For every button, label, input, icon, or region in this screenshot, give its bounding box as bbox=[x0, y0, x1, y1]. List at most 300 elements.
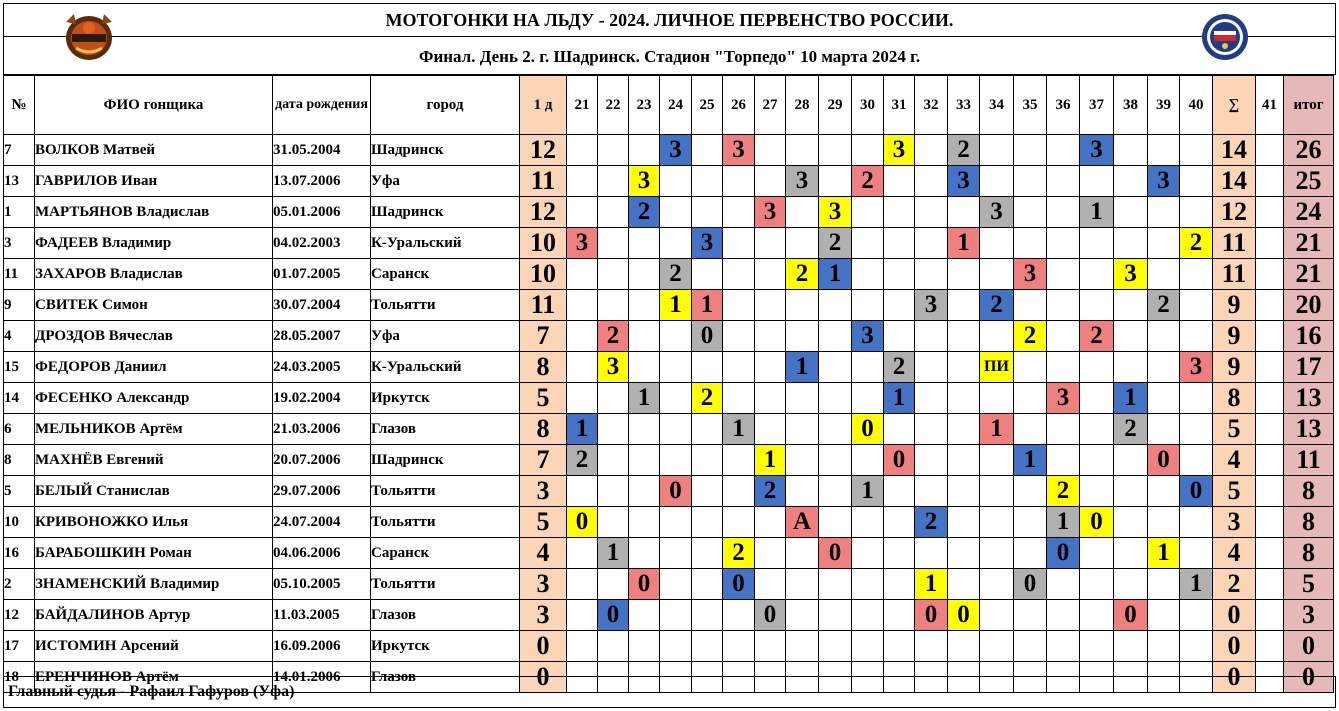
heat-result bbox=[629, 507, 660, 538]
rider-number: 18 bbox=[4, 662, 35, 693]
heat-result: 3 bbox=[692, 228, 723, 259]
heat-result bbox=[567, 290, 598, 321]
heat-result bbox=[755, 290, 786, 321]
rider-birthdate: 14.01.2006 bbox=[273, 662, 371, 693]
heat-result: 2 bbox=[755, 476, 786, 507]
rider-name: ФЕСЕНКО Александр bbox=[35, 383, 273, 414]
extra-heat bbox=[1256, 507, 1284, 538]
heat-result bbox=[980, 600, 1014, 631]
heat-result bbox=[1114, 538, 1148, 569]
heat-result: 3 bbox=[1180, 352, 1213, 383]
day1-points: 5 bbox=[520, 507, 567, 538]
heat-result bbox=[1080, 228, 1114, 259]
rider-birthdate: 05.10.2005 bbox=[273, 569, 371, 600]
heat-result bbox=[1014, 631, 1047, 662]
heat-result: 2 bbox=[819, 228, 852, 259]
heat-result bbox=[884, 507, 915, 538]
total-points: 24 bbox=[1284, 197, 1334, 228]
day1-points: 3 bbox=[520, 476, 567, 507]
col-header-heat: 38 bbox=[1114, 76, 1148, 135]
heat-result bbox=[1014, 538, 1047, 569]
heat-result bbox=[723, 383, 755, 414]
rider-name: СВИТЕК Симон bbox=[35, 290, 273, 321]
rider-name: МЕЛЬНИКОВ Артём bbox=[35, 414, 273, 445]
heat-result bbox=[852, 600, 884, 631]
day1-points: 5 bbox=[520, 383, 567, 414]
heat-result bbox=[1180, 290, 1213, 321]
day2-sum: 2 bbox=[1213, 569, 1256, 600]
heat-result: 3 bbox=[980, 197, 1014, 228]
heat-result bbox=[660, 631, 692, 662]
heat-result: 1 bbox=[755, 445, 786, 476]
rider-city: Тольятти bbox=[371, 290, 520, 321]
extra-heat bbox=[1256, 476, 1284, 507]
heat-result bbox=[723, 445, 755, 476]
heat-result bbox=[598, 631, 629, 662]
heat-result bbox=[915, 383, 948, 414]
heat-result bbox=[723, 631, 755, 662]
heat-result bbox=[1014, 507, 1047, 538]
heat-result bbox=[1047, 197, 1080, 228]
heat-result bbox=[786, 569, 819, 600]
heat-result bbox=[1014, 166, 1047, 197]
rider-birthdate: 04.02.2003 bbox=[273, 228, 371, 259]
heat-result bbox=[1148, 259, 1180, 290]
total-points: 8 bbox=[1284, 476, 1334, 507]
heat-result: ПИ bbox=[980, 352, 1014, 383]
extra-heat bbox=[1256, 290, 1284, 321]
col-header-city: город bbox=[371, 76, 520, 135]
heat-result bbox=[980, 166, 1014, 197]
total-points: 11 bbox=[1284, 445, 1334, 476]
heat-result: 0 bbox=[1014, 569, 1047, 600]
heat-result bbox=[1148, 600, 1180, 631]
heat-result bbox=[567, 259, 598, 290]
col-header-heat: 23 bbox=[629, 76, 660, 135]
heat-result bbox=[1114, 321, 1148, 352]
heat-result: 2 bbox=[884, 352, 915, 383]
heat-result bbox=[786, 631, 819, 662]
extra-heat bbox=[1256, 259, 1284, 290]
day1-points: 4 bbox=[520, 538, 567, 569]
heat-result: 3 bbox=[629, 166, 660, 197]
heat-result bbox=[660, 538, 692, 569]
heat-result: 1 bbox=[786, 352, 819, 383]
heat-result: 1 bbox=[629, 383, 660, 414]
col-header-heat: 29 bbox=[819, 76, 852, 135]
col-header-heat: 28 bbox=[786, 76, 819, 135]
table-row bbox=[4, 507, 1334, 538]
day1-points: 11 bbox=[520, 166, 567, 197]
day2-sum: 0 bbox=[1213, 662, 1256, 693]
heat-result: 1 bbox=[660, 290, 692, 321]
heat-result bbox=[598, 290, 629, 321]
heat-result bbox=[660, 507, 692, 538]
heat-result bbox=[948, 538, 980, 569]
chief-judge-note: Главный судья - Рафаил Гафуров (Уфа) bbox=[3, 676, 1336, 708]
heat-result bbox=[1148, 321, 1180, 352]
heat-result bbox=[755, 228, 786, 259]
heat-result: 1 bbox=[1114, 383, 1148, 414]
heat-result: 0 bbox=[915, 600, 948, 631]
rider-birthdate: 20.07.2006 bbox=[273, 445, 371, 476]
heat-result bbox=[1080, 414, 1114, 445]
heat-result bbox=[852, 507, 884, 538]
rider-city: К-Уральский bbox=[371, 228, 520, 259]
heat-result bbox=[755, 352, 786, 383]
day1-points: 3 bbox=[520, 569, 567, 600]
heat-result: 0 bbox=[1180, 476, 1213, 507]
extra-heat bbox=[1256, 135, 1284, 166]
heat-result bbox=[567, 135, 598, 166]
heat-result: 0 bbox=[852, 414, 884, 445]
heat-result bbox=[948, 445, 980, 476]
table-row bbox=[4, 259, 1334, 290]
heat-result bbox=[884, 290, 915, 321]
heat-result bbox=[819, 507, 852, 538]
total-points: 0 bbox=[1284, 662, 1334, 693]
heat-result bbox=[629, 259, 660, 290]
heat-result bbox=[1080, 476, 1114, 507]
rider-birthdate: 29.07.2006 bbox=[273, 476, 371, 507]
rider-city: К-Уральский bbox=[371, 352, 520, 383]
heat-result bbox=[1014, 290, 1047, 321]
total-points: 3 bbox=[1284, 600, 1334, 631]
rider-city: Глазов bbox=[371, 600, 520, 631]
heat-result bbox=[1014, 476, 1047, 507]
heat-result bbox=[1148, 414, 1180, 445]
heat-result bbox=[852, 290, 884, 321]
day1-points: 12 bbox=[520, 197, 567, 228]
rider-number: 7 bbox=[4, 135, 35, 166]
rider-city: Шадринск bbox=[371, 445, 520, 476]
day2-sum: 0 bbox=[1213, 631, 1256, 662]
heat-result: 2 bbox=[629, 197, 660, 228]
heat-result bbox=[1114, 197, 1148, 228]
heat-result bbox=[1148, 383, 1180, 414]
col-header-heat: 24 bbox=[660, 76, 692, 135]
extra-heat bbox=[1256, 383, 1284, 414]
rider-number: 12 bbox=[4, 600, 35, 631]
day2-sum: 5 bbox=[1213, 414, 1256, 445]
heat-result: 3 bbox=[948, 166, 980, 197]
racing-club-logo bbox=[60, 10, 118, 62]
heat-result bbox=[567, 197, 598, 228]
day1-points: 12 bbox=[520, 135, 567, 166]
total-points: 13 bbox=[1284, 414, 1334, 445]
rider-name: БАРАБОШКИН Роман bbox=[35, 538, 273, 569]
heat-result bbox=[1148, 507, 1180, 538]
table-row bbox=[4, 476, 1334, 507]
rider-number: 14 bbox=[4, 383, 35, 414]
total-points: 0 bbox=[1284, 631, 1334, 662]
heat-result bbox=[1014, 414, 1047, 445]
heat-result: 2 bbox=[567, 445, 598, 476]
heat-result bbox=[786, 600, 819, 631]
heat-result: 3 bbox=[1014, 259, 1047, 290]
day1-points: 7 bbox=[520, 321, 567, 352]
rider-city: Тольятти bbox=[371, 569, 520, 600]
heat-result bbox=[915, 538, 948, 569]
heat-result bbox=[692, 445, 723, 476]
heat-result bbox=[629, 228, 660, 259]
heat-result bbox=[980, 228, 1014, 259]
heat-result bbox=[884, 414, 915, 445]
total-points: 5 bbox=[1284, 569, 1334, 600]
heat-result: 0 bbox=[755, 600, 786, 631]
heat-result: 0 bbox=[660, 476, 692, 507]
heat-result bbox=[598, 569, 629, 600]
heat-result: 3 bbox=[884, 135, 915, 166]
heat-result bbox=[980, 321, 1014, 352]
heat-result bbox=[660, 383, 692, 414]
heat-result bbox=[1080, 383, 1114, 414]
heat-result bbox=[1014, 197, 1047, 228]
heat-result: 3 bbox=[567, 228, 598, 259]
heat-result bbox=[1080, 259, 1114, 290]
extra-heat bbox=[1256, 538, 1284, 569]
col-header-heat: 27 bbox=[755, 76, 786, 135]
extra-heat bbox=[1256, 445, 1284, 476]
rider-city: Шадринск bbox=[371, 135, 520, 166]
heat-result bbox=[1180, 631, 1213, 662]
heat-result bbox=[1080, 538, 1114, 569]
heat-result bbox=[755, 538, 786, 569]
day2-sum: 4 bbox=[1213, 445, 1256, 476]
rider-number: 4 bbox=[4, 321, 35, 352]
heat-result bbox=[948, 290, 980, 321]
col-header-heat: 36 bbox=[1047, 76, 1080, 135]
heat-result: 0 bbox=[567, 507, 598, 538]
day2-sum: 9 bbox=[1213, 290, 1256, 321]
day2-sum: 0 bbox=[1213, 600, 1256, 631]
heat-result bbox=[948, 321, 980, 352]
day1-points: 10 bbox=[520, 228, 567, 259]
heat-result bbox=[1080, 290, 1114, 321]
heat-result bbox=[1080, 352, 1114, 383]
heat-result bbox=[567, 383, 598, 414]
heat-result bbox=[1047, 600, 1080, 631]
rider-number: 6 bbox=[4, 414, 35, 445]
heat-result bbox=[660, 321, 692, 352]
heat-result bbox=[1180, 600, 1213, 631]
table-row bbox=[4, 352, 1334, 383]
heat-result bbox=[1114, 631, 1148, 662]
col-header-heat: 37 bbox=[1080, 76, 1114, 135]
rider-birthdate: 28.05.2007 bbox=[273, 321, 371, 352]
heat-result: 3 bbox=[1114, 259, 1148, 290]
heat-result bbox=[629, 135, 660, 166]
heat-result: 1 bbox=[884, 383, 915, 414]
page-title: МОТОГОНКИ НА ЛЬДУ - 2024. ЛИЧНОЕ ПЕРВЕНСТВО РОССИИ. bbox=[3, 3, 1336, 37]
heat-result bbox=[819, 414, 852, 445]
heat-result bbox=[948, 631, 980, 662]
heat-result bbox=[980, 135, 1014, 166]
heat-result bbox=[567, 600, 598, 631]
heat-result bbox=[1180, 414, 1213, 445]
heat-result: 0 bbox=[1148, 445, 1180, 476]
heat-result bbox=[819, 445, 852, 476]
heat-result bbox=[629, 476, 660, 507]
mfr-federation-logo bbox=[1201, 13, 1249, 61]
rider-number: 10 bbox=[4, 507, 35, 538]
heat-result bbox=[1047, 352, 1080, 383]
heat-result: 3 bbox=[786, 166, 819, 197]
heat-result bbox=[980, 445, 1014, 476]
table-header-row bbox=[4, 76, 1334, 135]
table-row bbox=[4, 321, 1334, 352]
heat-result: 3 bbox=[598, 352, 629, 383]
heat-result bbox=[786, 445, 819, 476]
heat-result bbox=[692, 414, 723, 445]
heat-result bbox=[819, 569, 852, 600]
heat-result: 2 bbox=[852, 166, 884, 197]
day2-sum: 11 bbox=[1213, 228, 1256, 259]
heat-result: 2 bbox=[1080, 321, 1114, 352]
day2-sum: 11 bbox=[1213, 259, 1256, 290]
heat-result bbox=[980, 507, 1014, 538]
heat-result bbox=[567, 631, 598, 662]
heat-result bbox=[755, 507, 786, 538]
rider-name: ЗНАМЕНСКИЙ Владимир bbox=[35, 569, 273, 600]
heat-result bbox=[884, 600, 915, 631]
col-header-heat: 30 bbox=[852, 76, 884, 135]
heat-result bbox=[1148, 352, 1180, 383]
heat-result bbox=[884, 259, 915, 290]
heat-result bbox=[786, 290, 819, 321]
heat-result: 1 bbox=[852, 476, 884, 507]
heat-result bbox=[819, 166, 852, 197]
total-points: 8 bbox=[1284, 507, 1334, 538]
heat-result bbox=[723, 476, 755, 507]
results-table bbox=[3, 75, 1334, 693]
col-header-sum: ∑ bbox=[1213, 76, 1256, 135]
extra-heat bbox=[1256, 600, 1284, 631]
day2-sum: 9 bbox=[1213, 321, 1256, 352]
heat-result bbox=[692, 569, 723, 600]
page-subtitle: Финал. День 2. г. Шадринск. Стадион "Торпедо" 10 марта 2024 г. bbox=[3, 37, 1336, 75]
heat-result: 1 bbox=[948, 228, 980, 259]
day2-sum: 14 bbox=[1213, 166, 1256, 197]
heat-result: 2 bbox=[915, 507, 948, 538]
heat-result bbox=[1047, 135, 1080, 166]
col-header-extra: 41 bbox=[1256, 76, 1284, 135]
heat-result bbox=[948, 197, 980, 228]
rider-name: МАРТЬЯНОВ Владислав bbox=[35, 197, 273, 228]
heat-result bbox=[1180, 445, 1213, 476]
heat-result bbox=[1114, 445, 1148, 476]
extra-heat bbox=[1256, 166, 1284, 197]
total-points: 21 bbox=[1284, 259, 1334, 290]
heat-result bbox=[852, 228, 884, 259]
rider-birthdate: 19.02.2004 bbox=[273, 383, 371, 414]
heat-result bbox=[786, 383, 819, 414]
heat-result bbox=[852, 383, 884, 414]
heat-result bbox=[755, 383, 786, 414]
heat-result bbox=[723, 352, 755, 383]
heat-result bbox=[755, 321, 786, 352]
heat-result bbox=[915, 135, 948, 166]
heat-result: 0 bbox=[629, 569, 660, 600]
heat-result bbox=[567, 569, 598, 600]
rider-number: 3 bbox=[4, 228, 35, 259]
heat-result: 0 bbox=[948, 600, 980, 631]
total-points: 25 bbox=[1284, 166, 1334, 197]
heat-result: 2 bbox=[786, 259, 819, 290]
heat-result bbox=[786, 476, 819, 507]
heat-result bbox=[980, 569, 1014, 600]
heat-result: 0 bbox=[1047, 538, 1080, 569]
heat-result bbox=[1148, 228, 1180, 259]
heat-result bbox=[1114, 569, 1148, 600]
rider-birthdate: 04.06.2006 bbox=[273, 538, 371, 569]
rider-name: МАХНЁВ Евгений bbox=[35, 445, 273, 476]
heat-result bbox=[1080, 600, 1114, 631]
heat-result bbox=[1114, 228, 1148, 259]
heat-result: 2 bbox=[660, 259, 692, 290]
heat-result bbox=[598, 445, 629, 476]
rider-name: ГАВРИЛОВ Иван bbox=[35, 166, 273, 197]
heat-result bbox=[852, 445, 884, 476]
heat-result: 1 bbox=[692, 290, 723, 321]
heat-result bbox=[915, 166, 948, 197]
heat-result bbox=[948, 414, 980, 445]
table-row bbox=[4, 600, 1334, 631]
heat-result: 2 bbox=[1180, 228, 1213, 259]
rider-birthdate: 16.09.2006 bbox=[273, 631, 371, 662]
heat-result: 1 bbox=[980, 414, 1014, 445]
extra-heat bbox=[1256, 569, 1284, 600]
heat-result bbox=[1114, 507, 1148, 538]
heat-result bbox=[692, 135, 723, 166]
col-header-heat: 33 bbox=[948, 76, 980, 135]
heat-result: 1 bbox=[723, 414, 755, 445]
day1-points: 8 bbox=[520, 352, 567, 383]
heat-result bbox=[1014, 383, 1047, 414]
heat-result: 0 bbox=[1080, 507, 1114, 538]
table-row bbox=[4, 569, 1334, 600]
table-row bbox=[4, 383, 1334, 414]
rider-number: 13 bbox=[4, 166, 35, 197]
table-row bbox=[4, 166, 1334, 197]
total-points: 16 bbox=[1284, 321, 1334, 352]
heat-result bbox=[629, 631, 660, 662]
heat-result bbox=[692, 507, 723, 538]
day1-points: 3 bbox=[520, 600, 567, 631]
heat-result bbox=[948, 383, 980, 414]
day1-points: 0 bbox=[520, 662, 567, 693]
heat-result bbox=[948, 569, 980, 600]
heat-result bbox=[660, 166, 692, 197]
heat-result bbox=[692, 259, 723, 290]
heat-result: 1 bbox=[1080, 197, 1114, 228]
col-header-heat: 25 bbox=[692, 76, 723, 135]
total-points: 26 bbox=[1284, 135, 1334, 166]
heat-result bbox=[1180, 507, 1213, 538]
heat-result: 1 bbox=[1047, 507, 1080, 538]
rider-name: БАЙДАЛИНОВ Артур bbox=[35, 600, 273, 631]
heat-result bbox=[1014, 135, 1047, 166]
total-points: 13 bbox=[1284, 383, 1334, 414]
total-points: 17 bbox=[1284, 352, 1334, 383]
heat-result bbox=[629, 538, 660, 569]
rider-birthdate: 21.03.2006 bbox=[273, 414, 371, 445]
heat-result: 1 bbox=[915, 569, 948, 600]
heat-result bbox=[1148, 197, 1180, 228]
rider-birthdate: 24.07.2004 bbox=[273, 507, 371, 538]
heat-result: 3 bbox=[1148, 166, 1180, 197]
col-header-num: № bbox=[4, 76, 35, 135]
